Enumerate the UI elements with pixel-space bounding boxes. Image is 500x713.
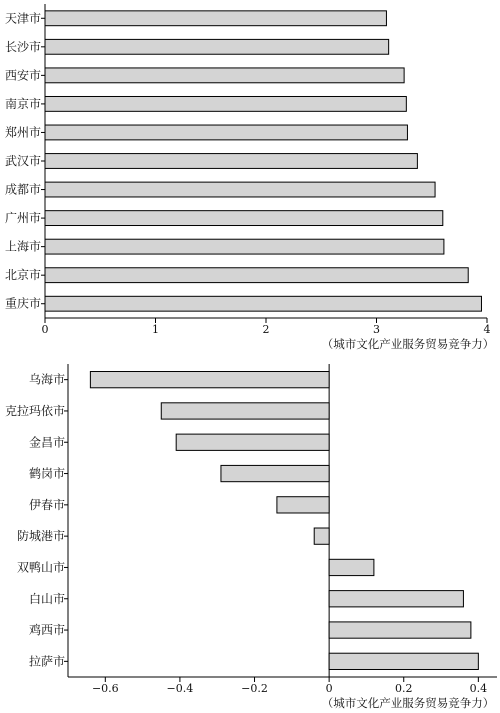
bar — [329, 653, 478, 669]
bar — [329, 622, 471, 638]
bar — [314, 528, 329, 544]
category-label: 伊春市 — [28, 497, 65, 512]
category-label: 乌海市 — [28, 372, 65, 387]
x-axis-title: （城市文化产业服务贸易竞争力） — [321, 696, 495, 710]
x-tick-label: 1 — [152, 323, 159, 336]
category-label: 长沙市 — [4, 39, 41, 54]
bar — [329, 591, 463, 607]
x-tick-label: 0 — [41, 323, 49, 336]
category-label: 白山市 — [28, 591, 65, 606]
x-tick-label: −0.4 — [166, 682, 194, 695]
category-label: 金昌市 — [28, 435, 65, 450]
category-label: 天津市 — [4, 11, 41, 26]
category-label: 西安市 — [4, 68, 41, 83]
bar — [45, 11, 386, 26]
bar — [221, 465, 329, 481]
category-label: 成都市 — [4, 182, 41, 197]
category-label: 广州市 — [4, 211, 41, 226]
category-label: 武汉市 — [4, 154, 41, 168]
category-label: 鹤岗市 — [28, 466, 65, 481]
category-label: 克拉玛依市 — [4, 403, 65, 418]
category-label: 南京市 — [4, 96, 41, 111]
bar — [90, 372, 329, 388]
bar — [45, 125, 407, 140]
bar — [45, 68, 404, 83]
top-chart — [5, 4, 494, 351]
bottom-chart — [5, 364, 497, 710]
bar — [45, 154, 417, 169]
bar — [45, 296, 481, 311]
x-axis-title: （城市文化产业服务贸易竞争力） — [321, 337, 495, 351]
bar — [45, 268, 468, 283]
x-tick-label: 2 — [262, 323, 270, 336]
category-label: 北京市 — [4, 268, 41, 283]
category-label: 双鸭山市 — [16, 560, 65, 575]
category-label: 拉萨市 — [28, 654, 65, 669]
category-label: 防城港市 — [16, 529, 65, 544]
x-tick-label: 0 — [325, 682, 333, 695]
bar — [45, 182, 435, 197]
bar — [45, 239, 444, 254]
x-tick-label: 3 — [373, 323, 380, 336]
x-tick-label: 4 — [483, 323, 491, 336]
x-tick-label: 0.2 — [394, 682, 413, 695]
bar — [277, 497, 329, 513]
bar — [329, 559, 374, 575]
bar — [45, 39, 389, 54]
category-label: 上海市 — [4, 239, 41, 254]
bar — [45, 96, 406, 111]
category-label: 重庆市 — [4, 296, 41, 311]
category-label: 郑州市 — [4, 125, 41, 140]
bar — [161, 403, 329, 419]
category-label: 鸡西市 — [28, 623, 65, 638]
bar — [176, 434, 329, 450]
x-tick-label: −0.2 — [241, 682, 268, 695]
bar — [45, 211, 443, 226]
x-tick-label: −0.6 — [91, 682, 119, 695]
x-tick-label: 0.4 — [469, 682, 488, 695]
